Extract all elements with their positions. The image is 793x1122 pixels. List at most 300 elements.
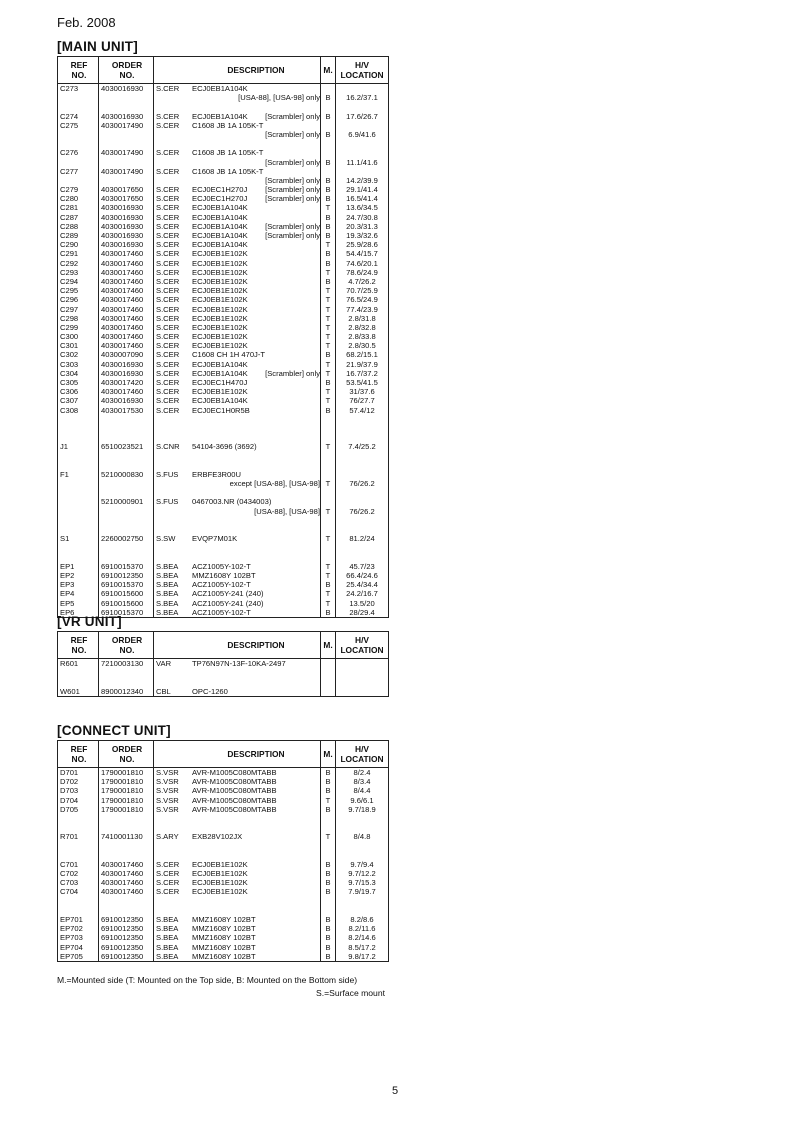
- description-cell: [190, 599, 321, 608]
- description-line: [192, 314, 320, 323]
- order-no: [101, 130, 153, 139]
- order-no-cell: [99, 305, 154, 314]
- category: S.CER: [156, 313, 180, 323]
- blank-cell: [58, 415, 99, 443]
- blank-line: [60, 842, 98, 851]
- table-row: [58, 470, 389, 498]
- blank-line: [321, 553, 335, 562]
- hv-location: 8.2/8.6: [350, 915, 374, 924]
- description-cell: [190, 887, 321, 896]
- category: [156, 139, 190, 148]
- order-no-cell: [99, 571, 154, 580]
- description-line: [192, 360, 320, 369]
- blank-line: [336, 516, 388, 525]
- blank-line: [60, 543, 98, 552]
- mounted-side-cell: [321, 796, 336, 805]
- mounted-side-cell: [321, 360, 336, 369]
- description-header: DESCRIPTION: [190, 632, 321, 659]
- blank-line: [321, 461, 335, 470]
- description-line: [192, 194, 320, 203]
- category: S.CER: [156, 387, 180, 397]
- blank-cell: [154, 452, 191, 470]
- blank-line: [192, 823, 320, 832]
- hv-location: 8.2/14.6: [348, 933, 376, 943]
- order-no: 4030017460: [101, 267, 144, 277]
- blank-line: [321, 897, 335, 906]
- description-line: [192, 878, 320, 887]
- description-cell: [190, 562, 321, 571]
- category-cell: [154, 387, 191, 396]
- location-cell: [336, 305, 389, 314]
- order-no: 4030017460: [101, 859, 144, 869]
- table-row: [58, 777, 389, 786]
- location-cell: [336, 952, 389, 962]
- description-cell: [190, 341, 321, 350]
- ref-no: W601: [60, 686, 80, 696]
- category-cell: [154, 341, 191, 350]
- mounted-side-cell: [321, 805, 336, 814]
- order-no: 4030017460: [101, 341, 144, 351]
- order-no: 4030017460: [101, 387, 144, 397]
- order-no-cell: [99, 943, 154, 952]
- category-header: [154, 632, 191, 659]
- order-no-cell: [99, 406, 154, 415]
- order-no: 5210000830: [101, 469, 144, 479]
- ref-no-cell: [58, 341, 99, 350]
- ref-no: D702: [60, 777, 79, 787]
- order-no-cell: [99, 286, 154, 295]
- description-line: [192, 102, 320, 111]
- part-description: ECJ0EB1E102K: [192, 267, 248, 277]
- part-description: AVR-M1005C080MTABB: [192, 777, 277, 787]
- category: S.CER: [156, 185, 180, 195]
- location-header: H/V LOCATION: [336, 57, 389, 84]
- order-no: 4030017490: [101, 166, 144, 176]
- mounted-side: [321, 121, 335, 130]
- category-cell: [154, 470, 191, 498]
- table-header: [58, 741, 389, 768]
- ref-no: C277: [60, 166, 79, 176]
- hv-location: 53.5/41.5: [346, 378, 378, 387]
- hv-location: 9.7/12.2: [348, 869, 376, 879]
- order-no: 6910015370: [101, 607, 144, 617]
- description-cell: [190, 305, 321, 314]
- ref-no: EP702: [60, 924, 83, 934]
- blank-line: [192, 851, 320, 860]
- description-line: [192, 222, 320, 231]
- mounted-side: B: [325, 942, 331, 952]
- part-description: ECJ0EB1E102K: [192, 859, 248, 869]
- location-cell: [336, 589, 389, 598]
- description-cell: [190, 571, 321, 580]
- hv-location: 14.2/39.9: [346, 175, 378, 185]
- location-cell: [336, 268, 389, 277]
- category-cell: [154, 406, 191, 415]
- part-description: EXB28V102JX: [192, 832, 243, 842]
- location-cell: [336, 286, 389, 295]
- blank-line: [321, 668, 335, 677]
- table-row: [58, 286, 389, 295]
- description-line: [192, 167, 320, 176]
- table-row: [58, 277, 389, 286]
- order-no: 4030016930: [101, 240, 144, 250]
- ref-no-cell: [58, 768, 99, 778]
- mounted-side: B: [325, 185, 331, 195]
- mounted-side-cell: [321, 571, 336, 580]
- description-cell: [190, 869, 321, 878]
- blank-cell: [58, 516, 99, 534]
- description-header: DESCRIPTION: [190, 741, 321, 768]
- hv-location: 31/37.6: [349, 387, 375, 397]
- category: S.CER: [156, 304, 180, 314]
- blank-cell: [58, 543, 99, 561]
- ref-no: J1: [60, 442, 69, 452]
- blank-line: [101, 851, 153, 860]
- blank-cell: [190, 668, 321, 686]
- order-no-cell: [99, 796, 154, 805]
- description-line: [192, 952, 320, 961]
- ref-no-cell: [58, 213, 99, 222]
- category-cell: [154, 933, 191, 942]
- category-cell: [154, 562, 191, 571]
- location-cell: [336, 497, 389, 515]
- header-row: [58, 57, 389, 84]
- ref-no-cell: [58, 185, 99, 194]
- category: S.VSR: [156, 777, 179, 787]
- location-cell: [336, 442, 389, 451]
- blank-line: [156, 433, 190, 442]
- hv-location: 16.7/37.2: [346, 368, 378, 378]
- table-row: [58, 589, 389, 598]
- ref-no: C274: [60, 111, 79, 121]
- blank-cell: [99, 897, 154, 915]
- mounted-side: B: [325, 607, 331, 617]
- category: S.CER: [156, 332, 180, 342]
- category: S.CER: [156, 359, 180, 369]
- location-cell: [336, 314, 389, 323]
- description-line: [192, 350, 320, 359]
- description-cell: [190, 249, 321, 258]
- table-row: [58, 814, 389, 832]
- blank-line: [336, 906, 388, 915]
- ref-no: C301: [60, 341, 79, 351]
- category: S.VSR: [156, 804, 179, 814]
- mounted-side-cell: [321, 240, 336, 249]
- description-line: [192, 341, 320, 350]
- hv-location: 24.7/30.8: [346, 212, 378, 222]
- ref-no: D701: [60, 768, 79, 777]
- blank-cell: [154, 668, 191, 686]
- ref-no-cell: [58, 470, 99, 498]
- blank-line: [192, 516, 320, 525]
- order-no-cell: [99, 203, 154, 212]
- ref-no: [60, 158, 98, 167]
- order-no: 4030016930: [101, 231, 144, 240]
- category: S.CER: [156, 267, 180, 277]
- part-description: MMZ1608Y 102BT: [192, 933, 256, 943]
- ref-no-cell: [58, 915, 99, 924]
- ref-no-cell: [58, 534, 99, 543]
- order-no: 1790001810: [101, 786, 144, 796]
- description-line: [192, 185, 320, 194]
- mounted-side: [321, 488, 335, 497]
- blank-cell: [99, 415, 154, 443]
- blank-line: [192, 452, 320, 461]
- description-line: [192, 231, 320, 240]
- blank-line: [60, 668, 98, 677]
- category: S.BEA: [156, 598, 179, 608]
- description-line: [192, 332, 320, 341]
- blank-line: [156, 842, 190, 851]
- ref-no-cell: [58, 687, 99, 697]
- description-cell: [190, 924, 321, 933]
- location-cell: [336, 805, 389, 814]
- hv-location: 28/29.4: [349, 607, 375, 617]
- description-line: [192, 158, 320, 167]
- ref-no-cell: [58, 933, 99, 942]
- hv-location: 77.4/23.9: [346, 304, 378, 314]
- ref-no: [60, 479, 98, 488]
- category-cell: [154, 887, 191, 896]
- description-line: [192, 176, 320, 185]
- mounted-side: T: [325, 598, 331, 608]
- description-cell: [190, 589, 321, 598]
- mounted-side-cell: [321, 406, 336, 415]
- category-cell: [154, 396, 191, 405]
- location-header: H/V LOCATION: [336, 632, 389, 659]
- part-description: C1608 JB 1A 105K-T: [192, 120, 264, 130]
- category: S.CER: [156, 148, 180, 158]
- description-line: [192, 943, 320, 952]
- ref-no-cell: [58, 387, 99, 396]
- part-description: C1608 JB 1A 105K-T: [192, 148, 264, 158]
- ref-no: D704: [60, 795, 79, 805]
- table-row: [58, 112, 389, 130]
- location-cell: [336, 943, 389, 952]
- part-description: OPC-1260: [192, 686, 228, 696]
- description-line: [192, 387, 320, 396]
- table-row: [58, 869, 389, 878]
- order-no: 1790001810: [101, 804, 144, 814]
- hv-location: 76/26.2: [349, 506, 375, 516]
- mounted-side-cell: [321, 534, 336, 543]
- description-line: [192, 786, 320, 795]
- table-row: [58, 378, 389, 387]
- mounted-side-cell: [321, 213, 336, 222]
- blank-line: [192, 543, 320, 552]
- blank-line: [156, 452, 190, 461]
- category-cell: [154, 832, 191, 841]
- order-no: 1790001810: [101, 795, 144, 805]
- ref-no-cell: [58, 943, 99, 952]
- category: S.BEA: [156, 924, 179, 934]
- hv-location: 29.1/41.4: [346, 185, 378, 195]
- mounted-side: T: [325, 359, 331, 369]
- ref-no-cell: [58, 305, 99, 314]
- order-no: [101, 176, 153, 185]
- order-no: 4030017460: [101, 249, 144, 259]
- mounted-side-cell: [321, 305, 336, 314]
- mounted-side: B: [325, 249, 331, 259]
- description-line: [192, 470, 320, 479]
- description-cell: [190, 796, 321, 805]
- blank-line: [156, 525, 190, 534]
- mounted-side: B: [325, 786, 331, 796]
- description-cell: [190, 687, 321, 697]
- category-cell: [154, 659, 191, 669]
- order-no: 6910015600: [101, 598, 144, 608]
- ref-no-cell: [58, 562, 99, 571]
- hv-location: 78.6/24.9: [346, 267, 378, 277]
- order-no: 6910012350: [101, 924, 144, 934]
- ref-no-cell: [58, 148, 99, 166]
- order-no-cell: [99, 396, 154, 405]
- description-line: [192, 139, 320, 148]
- table-row: [58, 832, 389, 841]
- blank-cell: [190, 516, 321, 534]
- mounted-side: T: [325, 396, 331, 406]
- part-description: ECJ0EB1E102K: [192, 286, 248, 296]
- ref-no: C300: [60, 332, 79, 342]
- mounted-side: T: [325, 570, 331, 580]
- blank-line: [101, 415, 153, 424]
- ref-no: EP2: [60, 570, 75, 580]
- table-row: [58, 943, 389, 952]
- order-no: 4030016930: [101, 396, 144, 406]
- table-body: [58, 84, 389, 618]
- version-note: [USA-88], [USA-98]: [254, 506, 320, 516]
- category: S.BEA: [156, 580, 179, 590]
- order-no-cell: [99, 213, 154, 222]
- hv-location: [336, 121, 388, 130]
- table-row: [58, 148, 389, 166]
- mounted-side-cell: [321, 786, 336, 795]
- ref-no: R601: [60, 659, 79, 668]
- ref-no-cell: [58, 832, 99, 841]
- blank-line: [60, 897, 98, 906]
- blank-line: [60, 415, 98, 424]
- hv-location: [336, 139, 388, 148]
- description-line: [192, 130, 320, 139]
- category: S.CER: [156, 859, 180, 869]
- location-cell: [336, 378, 389, 387]
- ref-no-cell: [58, 231, 99, 240]
- part-description: ECJ0EB1E102K: [192, 878, 248, 888]
- location-cell: [336, 323, 389, 332]
- mounted-side: [321, 470, 335, 479]
- order-no: 4030017530: [101, 405, 144, 415]
- location-cell: [336, 387, 389, 396]
- blank-line: [60, 433, 98, 442]
- ref-no: [60, 130, 98, 139]
- order-no: 4030017460: [101, 304, 144, 314]
- mounted-side: [321, 84, 335, 93]
- blank-line: [336, 433, 388, 442]
- order-no-cell: [99, 130, 154, 148]
- blank-line: [101, 668, 153, 677]
- order-no: 4030016930: [101, 221, 144, 231]
- blank-line: [101, 433, 153, 442]
- category: S.CER: [156, 887, 180, 897]
- table-row: [58, 516, 389, 534]
- part-description: ACZ1005Y-241 (240): [192, 589, 264, 599]
- category: S.BEA: [156, 561, 179, 571]
- order-no: 4030016930: [101, 111, 144, 121]
- description-line: [192, 259, 320, 268]
- part-description: ECJ0EB1A104K: [192, 359, 248, 369]
- blank-cell: [321, 842, 336, 860]
- order-no: 4030017460: [101, 286, 144, 296]
- blank-line: [60, 851, 98, 860]
- ref-no-cell: [58, 952, 99, 962]
- hv-location: 9.7/18.9: [348, 804, 376, 814]
- blank-cell: [154, 516, 191, 534]
- order-no: 4030017460: [101, 869, 144, 879]
- ref-no-cell: [58, 332, 99, 341]
- description-cell: [190, 130, 321, 148]
- table-body: [58, 659, 389, 697]
- blank-line: [192, 668, 320, 677]
- order-no: 1790001810: [101, 777, 144, 787]
- blank-line: [101, 516, 153, 525]
- order-no-cell: [99, 341, 154, 350]
- mounted-side: B: [325, 221, 331, 231]
- order-no-cell: [99, 562, 154, 571]
- blank-line: [336, 677, 388, 686]
- part-description: AVR-M1005C080MTABB: [192, 768, 277, 777]
- ref-no: F1: [60, 469, 69, 479]
- ref-no-cell: [58, 786, 99, 795]
- mounted-side: B: [325, 887, 331, 897]
- ref-no-cell: [58, 378, 99, 387]
- category-cell: [154, 112, 191, 130]
- ref-no-cell: [58, 203, 99, 212]
- table-row: [58, 213, 389, 222]
- blank-cell: [321, 668, 336, 686]
- category-cell: [154, 130, 191, 148]
- part-description: C1608 JB 1A 105K-T: [192, 166, 264, 176]
- blank-line: [60, 516, 98, 525]
- description-line: [192, 249, 320, 258]
- mounted-side: B: [325, 869, 331, 879]
- ref-no: C304: [60, 368, 79, 378]
- order-no: 4030017460: [101, 258, 144, 268]
- blank-cell: [321, 452, 336, 470]
- blank-line: [101, 424, 153, 433]
- order-no-cell: [99, 860, 154, 869]
- ref-no-cell: [58, 240, 99, 249]
- category-cell: [154, 194, 191, 203]
- mounted-side-cell: [321, 777, 336, 786]
- mounted-side: B: [325, 231, 331, 240]
- blank-cell: [336, 516, 389, 534]
- version-note: [Scrambler] only: [265, 185, 320, 195]
- ref-no-cell: [58, 442, 99, 451]
- order-no-cell: [99, 687, 154, 697]
- category-cell: [154, 286, 191, 295]
- mounted-side: B: [325, 859, 331, 869]
- blank-line: [60, 525, 98, 534]
- hv-location: [336, 148, 388, 157]
- blank-line: [156, 814, 190, 823]
- mounted-side: T: [325, 589, 331, 599]
- part-description: ACZ1005Y-241 (240): [192, 598, 264, 608]
- version-note: [Scrambler] only: [265, 157, 320, 167]
- mounted-side: B: [325, 194, 331, 204]
- mounted-side-cell: [321, 350, 336, 359]
- table-row: [58, 842, 389, 860]
- mounted-side-cell: [321, 259, 336, 268]
